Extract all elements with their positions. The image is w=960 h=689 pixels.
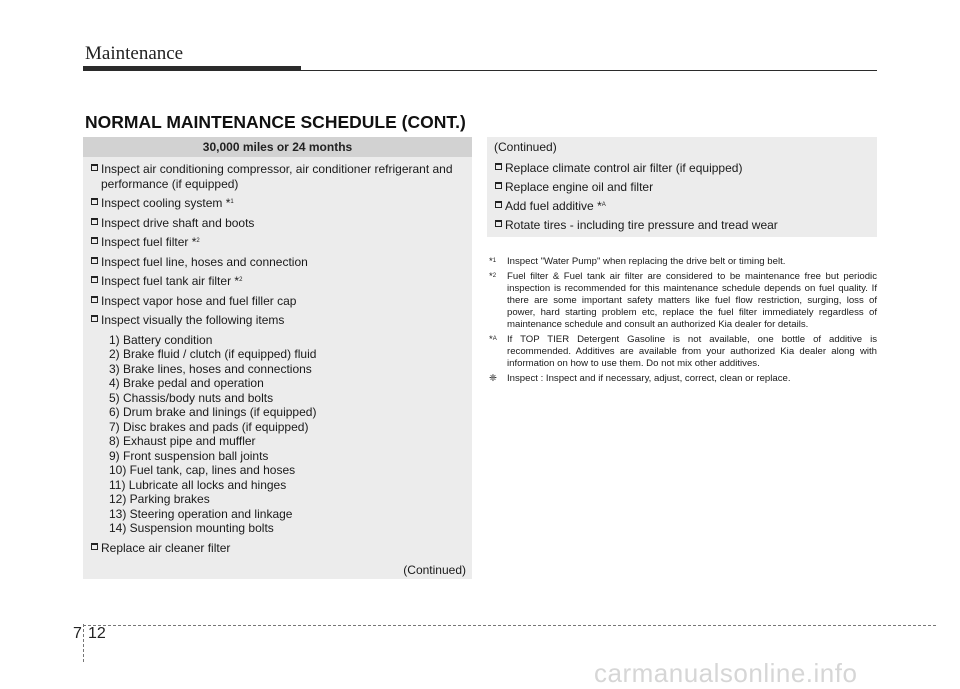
checklist-item-text: Replace climate control air filter (if equipped) [505, 161, 743, 175]
footnote-marker: 2 [239, 277, 243, 283]
checklist-item-text: Inspect drive shaft and boots [101, 215, 255, 230]
checklist-item-text: Replace air cleaner filter [101, 540, 231, 555]
checklist-item [91, 313, 469, 328]
checklist-item-text: Inspect cooling system * [101, 196, 231, 210]
checklist-item-text: Inspect visually the following items [101, 313, 285, 327]
footnote [487, 271, 877, 331]
footnote-symbol: ❈ [489, 373, 498, 384]
checklist-item-text: Inspect vapor hose and fuel filler cap [101, 293, 297, 308]
checklist-item-text: Rotate tires - including tire pressure and tread wear [505, 218, 778, 232]
footer-divider [83, 625, 936, 626]
checklist-item [91, 255, 469, 270]
checkbox-icon [495, 182, 502, 189]
checklist-item-text: Inspect fuel line, hoses and connection [101, 254, 308, 269]
footnote-superscript: 1 [492, 258, 497, 264]
checklist-item [91, 196, 469, 211]
footnote-mark [489, 271, 496, 283]
checklist-item [91, 274, 469, 289]
page-header-title: Maintenance [85, 43, 184, 64]
inspection-subitem: 11) Lubricate all locks and hinges [109, 477, 287, 492]
inspection-subitem: 5) Chassis/body nuts and bolts [109, 390, 274, 405]
checklist-item [495, 199, 873, 214]
checklist-item [495, 180, 873, 195]
checkbox-icon [91, 218, 98, 225]
footnote-symbol: * [489, 271, 493, 282]
header-rule-thin [301, 70, 877, 71]
footnote [487, 373, 877, 385]
inspection-subitem: 3) Brake lines, hoses and connections [109, 361, 312, 376]
checkbox-icon [91, 543, 98, 550]
checklist-item-text: Inspect air conditioning compressor, air conditioner refrigerant and performance (if equipped) [101, 162, 453, 191]
footnote-text: Inspect "Water Pump" when replacing the drive belt or timing belt. [507, 256, 786, 267]
checklist-item [495, 161, 873, 176]
footnote-superscript: A [492, 336, 497, 342]
footnote-text: If TOP TIER Detergent Gasoline is not available, one bottle of additive is recommended. Additives are available from your authorized Kia dealer along with information on how to use them. Do not mix other additives. [507, 334, 877, 369]
schedule-panel-left [83, 137, 472, 579]
footnote-symbol: * [489, 256, 493, 267]
interval-heading: 30,000 miles or 24 months [83, 137, 472, 157]
checkbox-icon [91, 237, 98, 244]
footnote-text: Inspect : Inspect and if necessary, adjust, correct, clean or replace. [507, 373, 791, 384]
checklist-item [91, 235, 469, 250]
checkbox-icon [91, 198, 98, 205]
footnote-mark [489, 334, 497, 346]
footnote [487, 256, 877, 268]
checkbox-icon [495, 201, 502, 208]
checklist-item [91, 216, 469, 231]
footnote-marker: 2 [196, 238, 200, 244]
checkbox-icon [91, 276, 98, 283]
inspection-subitem: 6) Drum brake and linings (if equipped) [109, 405, 317, 419]
inspection-subitem: 10) Fuel tank, cap, lines and hoses [109, 463, 296, 477]
footnote-text: Fuel filter & Fuel tank air filter are considered to be maintenance free but periodic inspection is recommended for this maintenance schedule depends on fuel quality. If there are some important safety matters like fuel flow restriction, surging, loss of power, hard starting problem etc, replace the fuel filter immediately regardless of maintenance schedule and consult an authorized Kia dealer for details. [507, 271, 877, 330]
checkbox-icon [91, 257, 98, 264]
checklist-item [91, 541, 469, 556]
checklist-item-text: Inspect fuel filter * [101, 235, 197, 249]
page-number-divider [83, 624, 85, 662]
checkbox-icon [91, 315, 98, 322]
inspection-subitem: 9) Front suspension ball joints [109, 448, 269, 463]
chapter-number: 7 [73, 625, 82, 642]
section-title: NORMAL MAINTENANCE SCHEDULE (CONT.) [85, 112, 466, 132]
footnote-marker: A [601, 202, 606, 208]
checkbox-icon [495, 163, 502, 170]
continued-label-right: (Continued) [494, 140, 557, 154]
site-watermark: carmanualsonline.info [594, 658, 858, 688]
footnote [487, 334, 877, 370]
inspection-subitem: 13) Steering operation and linkage [109, 506, 293, 521]
checkbox-icon [91, 296, 98, 303]
footnote-symbol: * [489, 334, 493, 345]
footnote-mark [489, 373, 497, 385]
inspection-subitem: 4) Brake pedal and operation [109, 376, 264, 390]
checklist-item [91, 162, 469, 191]
inspection-subitem: 1) Battery condition [109, 332, 213, 347]
header-rule-thick [83, 66, 301, 71]
left-checklist [91, 162, 469, 560]
footnote-mark [489, 256, 496, 268]
page-number: 12 [88, 625, 106, 642]
checklist-item-text: Inspect fuel tank air filter * [101, 274, 240, 288]
footnote-marker: 1 [230, 199, 234, 205]
checkbox-icon [495, 220, 502, 227]
inspection-subitem: 12) Parking brakes [109, 492, 210, 506]
footnotes [487, 256, 877, 388]
inspection-subitem: 8) Exhaust pipe and muffler [109, 434, 256, 448]
schedule-panel-right [487, 137, 877, 237]
inspection-subitem: 7) Disc brakes and pads (if equipped) [109, 419, 309, 434]
right-checklist [495, 161, 873, 237]
checklist-item-text: Add fuel additive * [505, 199, 602, 213]
checkbox-icon [91, 164, 98, 171]
checklist-item [495, 218, 873, 233]
footnote-superscript: 2 [492, 273, 497, 279]
inspection-subitem: 2) Brake fluid / clutch (if equipped) fluid [109, 347, 317, 361]
checklist-item [91, 294, 469, 309]
checklist-item-text: Replace engine oil and filter [505, 180, 654, 194]
continued-label: (Continued) [403, 563, 466, 577]
inspection-subitem: 14) Suspension mounting bolts [109, 521, 274, 535]
